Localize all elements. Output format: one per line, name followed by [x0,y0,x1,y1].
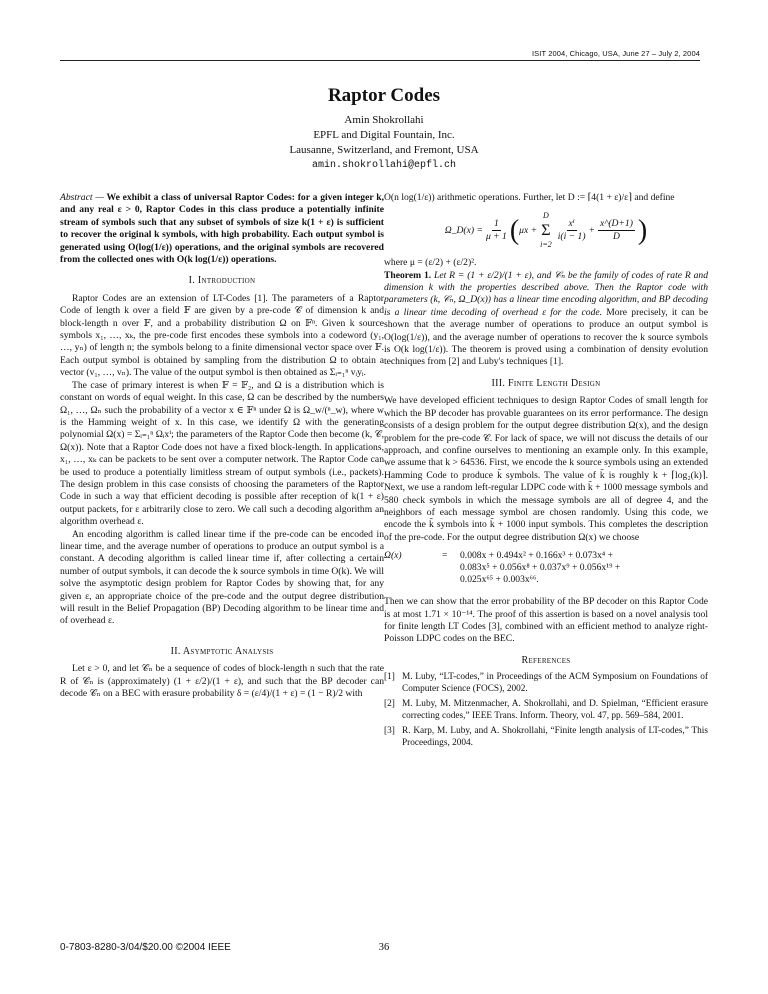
eq-lhs: Ω_D(x) = [444,224,483,236]
section-title-introduction: I. Introduction [188,275,256,287]
eq-fraction-denominator: μ + 1 [485,231,507,243]
poly-eq: = [442,550,448,562]
theorem-statement: Let R = (1 + ε/2)/(1 + ε), and 𝒞ₙ be the family of codes of rate R and dimension k with the properties described above. Then the Raptor code with parameters (k, 𝒞ₙ, Ω_D(x)) has a linear time encoding algorithm, and BP decoding is a linear time decoding of overhead ε for the code. [384,269,708,318]
paper-title: Raptor Codes [327,85,441,106]
right-paren: ) [637,214,648,246]
poly-line-1: 0.008x + 0.494x² + 0.166x³ + 0.073x⁴ + [460,550,614,562]
eq-term-denominator: i(i − 1) [557,231,586,243]
reference-number: [2] [384,699,395,710]
author-address: Lausanne, Switzerland, and Fremont, USA [289,144,479,156]
eq-term-fraction [558,218,586,244]
where-mu: where μ = (ε/2) + (ε/2)². [384,257,477,269]
sum-sign [540,210,552,251]
sigma-icon: Σ [541,221,551,239]
abstract-text: We exhibit a class of universal Raptor Codes: for a given integer k, and any real ε > 0, Raptor Codes in this class produce a potentially infinite stream of symbols such that any subset of symbols of size k(1 + ε) is sufficient to recover the original k symbols, with high probability. Each output symbol is generated using O(log(1/ε)) operations, and the original symbols are recovered from the collected ones with O(k log(1/ε)) operations. [60,192,384,266]
author-affiliation: EPFL and Digital Fountain, Inc. [313,129,455,141]
abstract [60,192,384,266]
degree-distribution-equation [384,550,708,586]
author-email[interactable]: amin.shokrollahi@epfl.ch [311,160,457,171]
section-title-finite-length: III. Finite Length Design [491,377,601,389]
continued-paragraph: O(n log(1/ε)) arithmetic operations. Further, let D := ⌈4(1 + ε)/ε⌉ and define [384,192,675,203]
reference-number: [1] [384,672,395,683]
finite-paragraph-2: Then we can show that the error probability of the BP decoder on this Raptor Code is at most 1.71 × 10⁻¹⁴. The proof of this assertion is based on a novel analysis tool for finite length LT Codes [3], combined with an efficient method to analyze right-Poisson LDPC codes on the BEC. [384,596,708,645]
theorem-label: Theorem 1. [384,269,432,281]
references-list [384,672,708,749]
eq-plus: + [588,224,596,236]
left-column [60,192,384,700]
eq-fraction [486,218,507,244]
reference-text: M. Luby, M. Mitzenmacher, A. Shokrollahi, and D. Spielman, “Efficient erasure correcting codes,” IEEE Trans. Inform. Theory, vol. 47, pp. 569–584, 2001. [402,699,708,721]
eq-last-fraction [598,218,635,244]
sum-upper: D [543,211,549,221]
asymptotic-paragraph-1: Let ε > 0, and let 𝒞ₙ be a sequence of codes of block-length n such that the rate R of 𝒞ₙ is (approximately) (1 + ε/2)/(1 + ε), and such that the BP decoder can decode 𝒞ₙ on a BEC with erasure probability δ = (ε/4)/(1 + ε) = (1 − R)/2 with [60,663,384,700]
reference-text: R. Karp, M. Luby, and A. Shokrollahi, “Finite length analysis of LT-codes,” This Proceedings, 2004. [402,726,708,748]
eq-fraction-numerator: 1 [492,218,501,231]
eq-last-numerator: x^(D+1) [598,218,635,231]
header-rule [60,60,700,61]
intro-paragraph-1: Raptor Codes are an extension of LT-Codes [1]. The parameters of a Raptor Code of length k over a field 𝔽 are given by a pre-code 𝒞 of dimension k and block-length n over 𝔽, and a probability distribution Ω on 𝔽ⁿ. Given k source symbols x₁, …, xₖ, the pre-code first encodes these symbols into a codeword (y₁, …, yₙ) of length n; the symbols belong to a finite dimensional vector space over 𝔽. Each output symbol is obtained by sampling from the distribution Ω to obtain a vector (v₁, …, vₙ). The value of the output symbol is then obtained as Σᵢ₌₁ⁿ vᵢyᵢ. [60,292,384,379]
intro-paragraph-3: An encoding algorithm is called linear time if the pre-code can be encoded in linear time, and the average number of operations to produce an output symbol is a constant. A decoding algorithm is called linear time if, after collecting a certain number of output symbols, it can decode the k source symbols in time O(k). We will solve the asymptotic design problem for Raptor Codes by showing that, for any given ε, an appropriate choice of the pre-code and the output degree distribution will result in the Belief Propagation (BP) Decoding algorithm to be linear time and of overhead ε. [60,528,384,627]
reference-item [384,699,708,722]
theorem-1 [384,270,708,369]
reference-text: M. Luby, “LT-codes,” in Proceedings of the ACM Symposium on Foundations of Computer Science (FOCS), 2002. [402,672,708,694]
omega-d-equation [384,210,708,251]
reference-number: [3] [384,726,395,737]
running-header: ISIT 2004, Chicago, USA, June 27 – July 2, 2004 [532,49,700,58]
abstract-label: Abstract — [60,192,104,203]
right-column [384,192,708,753]
page-number: 36 [378,942,390,953]
poly-line-2: 0.083x⁵ + 0.056x⁸ + 0.037x⁹ + 0.056x¹⁹ + [460,562,621,574]
sum-lower: i=2 [540,239,552,249]
section-title-references: References [521,654,571,666]
author-name: Amin Shokrollahi [344,114,424,126]
section-title-asymptotic: II. Asymptotic Analysis [170,645,274,657]
poly-lhs: Ω(x) [384,550,402,562]
eq-mid: μx + [519,224,538,236]
reference-item [384,672,708,695]
eq-last-denominator: D [613,231,620,243]
reference-item [384,726,708,749]
finite-paragraph-1: We have developed efficient techniques to design Raptor Codes of small length for which the BP decoder has provable guarantees on its error performance. The design consists of a design problem for the output degree distribution Ω(x), and the design problem for the pre-code 𝒞. For lack of space, we will not discuss the details of our approach, and confine ourselves to mentioning an example only. In this example, we assume that k > 64536. First, we encode the k source symbols using an extended Hamming Code to produce k̃ symbols. The value of k̃ is roughly k + ⌈log₂(k)⌉. Next, we use a random left-regular LDPC code with k̃ + 1000 message symbols and 580 check symbols in which the message symbols are all of degree 4, and the neighbors of each message symbol are chosen randomly. Using this code, we encode the k̃ symbols into k̃ + 1000 input symbols. This completes the description of the pre-code. For the output degree distribution Ω(x) we choose [384,395,708,543]
theorem-remark: More precisely, it can be shown that the average number of operations to produce an output symbol is O(log(1/ε)), and the average number of operations to recover the k source symbols is O(k log(1/ε)). The theorem is proved using a combination of density evolution techniques from [2] and Luby's techniques [1]. [384,306,708,368]
eq-term-numerator: xⁱ [567,218,577,231]
poly-line-3: 0.025x⁶⁵ + 0.003x⁶⁶. [460,574,539,586]
intro-paragraph-2: The case of primary interest is when 𝔽 = 𝔽₂, and Ω is a distribution which is constant on words of equal weight. In this case, Ω can be described by the numbers Ω₁, …, Ωₙ such the probability of a vector x ∈ 𝔽ⁿ under Ω is Ω_w/(ⁿ_w), where w is the Hamming weight of x. In this case, we identify Ω with the generating polynomial Ω(x) = Σᵢ₌₁ⁿ Ωᵢxⁱ; the parameters of the Raptor Code then become (k, 𝒞, Ω(x)). Note that a Raptor Code does not have a fixed block-length. In applications, x₁, …, xₖ can be packets to be sent over a computer network. The Raptor Code can be used to produce a potentially limitless stream of output symbols (i.e., packets). The design problem in this case consists of choosing the parameters of the Raptor Code in such a way that efficient decoding is possible after reception of k(1 + ε) output packets, for ε arbitrarily close to zero. We call such a decoding algorithm an algorithm overhead ε. [60,379,384,528]
left-paren: ( [509,214,520,246]
copyright-footer: 0-7803-8280-3/04/$20.00 ©2004 IEEE [60,942,231,953]
